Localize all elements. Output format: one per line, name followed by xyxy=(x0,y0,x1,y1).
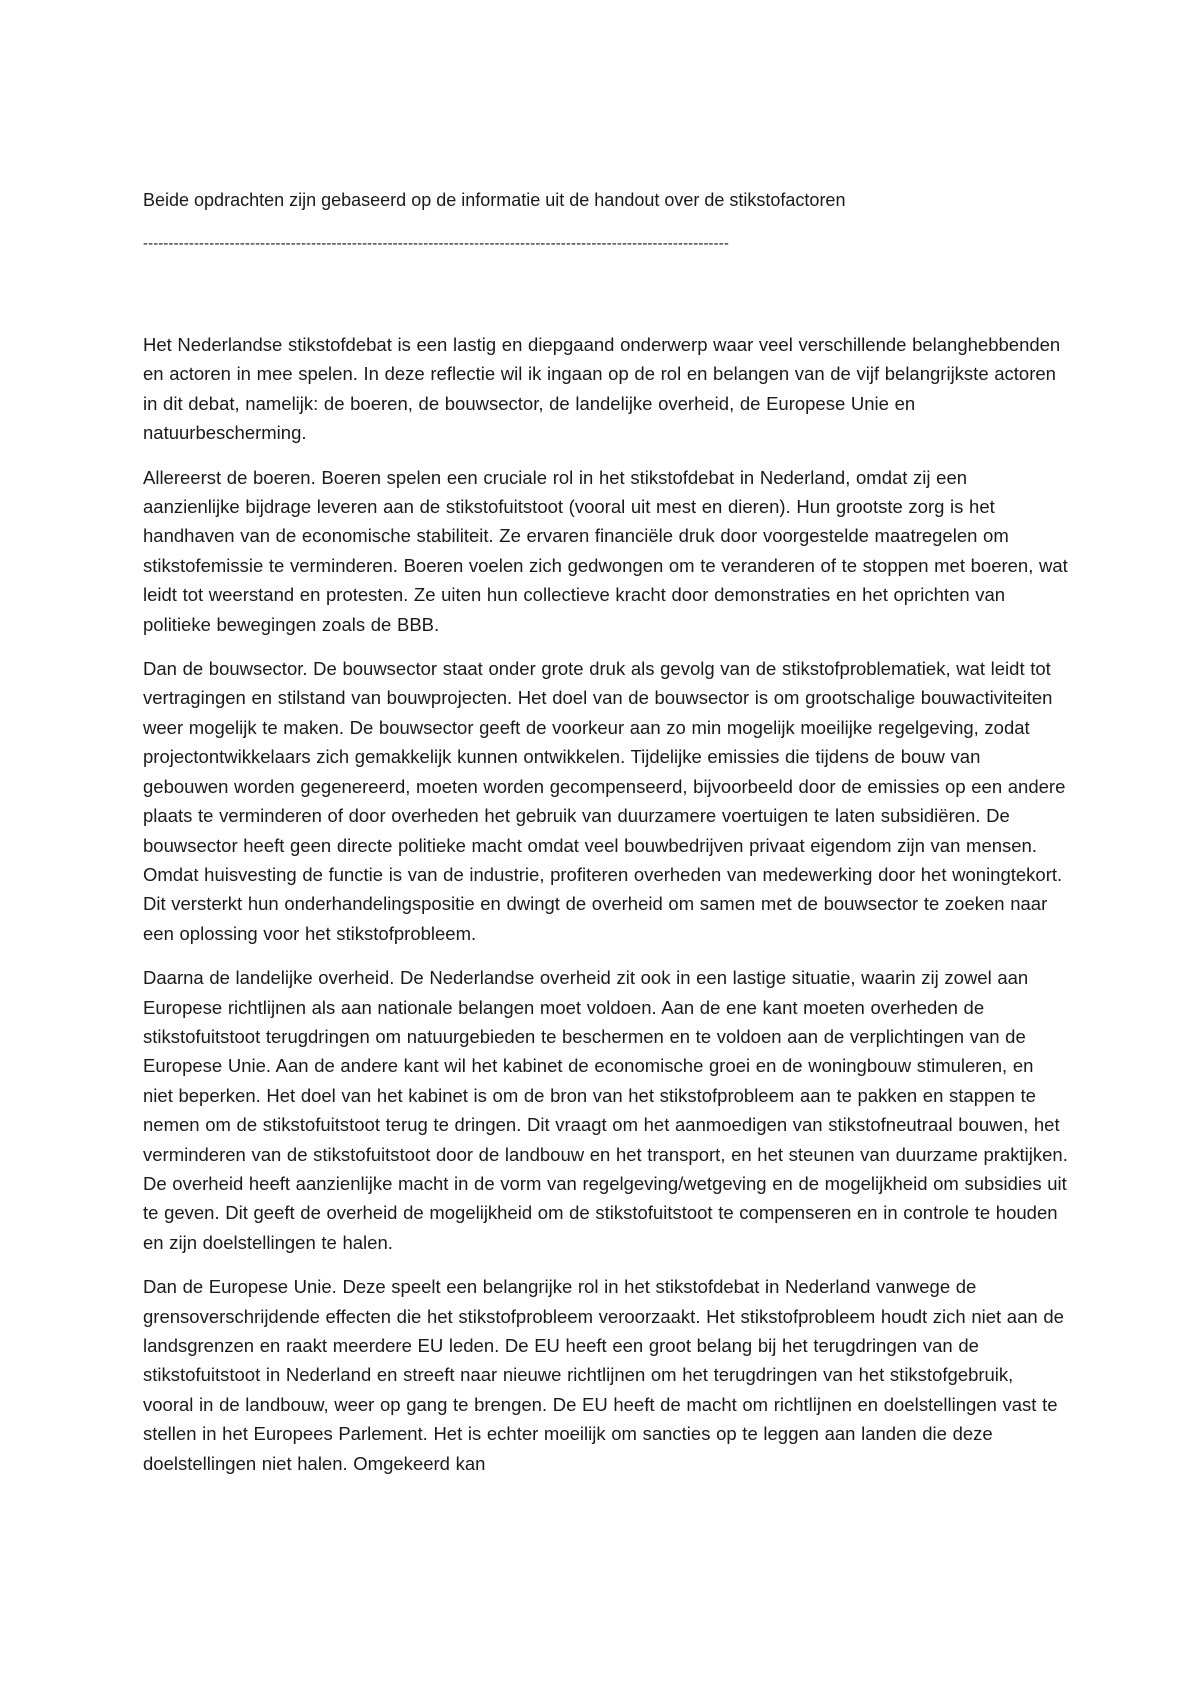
intro-line: Beide opdrachten zijn gebaseerd op de informatie uit de handout over de stikstofactoren xyxy=(143,190,846,210)
paragraph-landelijke-overheid: Daarna de landelijke overheid. De Nederlandse overheid zit ook in een lastige situatie, waarin zij zowel aan Europese richtlijnen als aan nationale belangen moet voldoen. Aan de ene kant moeten overheden de stikstofuitstoot terugdringen om natuurgebieden te beschermen en te voldoen aan de verplichtingen van de Europese Unie. Aan de andere kant wil het kabinet de economische groei en de woningbouw stimuleren, en niet beperken. Het doel van het kabinet is om de bron van het stikstofprobleem aan te pakken en stappen te nemen om de stikstofuitstoot terug te dringen. Dit vraagt om het aanmoedigen van stikstofneutraal bouwen, het verminderen van de stikstofuitstoot door de landbouw en het transport, en het steunen van duurzame praktijken. De overheid heeft aanzienlijke macht in de vorm van regelgeving/wetgeving en de mogelijkheid om subsidies uit te geven. Dit geeft de overheid de mogelijkheid om de stikstofuitstoot te compenseren en in controle te houden en zijn doelstellingen te halen. xyxy=(143,967,1068,1253)
separator-line: ------------------------------------------------------------------------------------------------------------------- xyxy=(143,235,729,252)
document-body xyxy=(143,330,1068,1478)
paragraph-introduction: Het Nederlandse stikstofdebat is een lastig en diepgaand onderwerp waar veel verschillende belanghebbenden en actoren in mee spelen. In deze reflectie wil ik ingaan op de rol en belangen van de vijf belangrijkste actoren in dit debat, namelijk: de boeren, de bouwsector, de landelijke overheid, de Europese Unie en natuurbescherming. xyxy=(143,334,1061,444)
document-content xyxy=(143,186,1068,1493)
paragraph-europese-unie: Dan de Europese Unie. Deze speelt een belangrijke rol in het stikstofdebat in Nederland vanwege de grensoverschrijdende effecten die het stikstofprobleem veroorzaakt. Het stikstofprobleem houdt zich niet aan de landsgrenzen en raakt meerdere EU leden. De EU heeft een groot belang bij het terugdringen van de stikstofuitstoot in Nederland en streeft naar nieuwe richtlijnen om het terugdringen van het stikstofgebruik, vooral in de landbouw, weer op gang te brengen. De EU heeft de macht om richtlijnen en doelstellingen vast te stellen in het Europees Parlement. Het is echter moeilijk om sancties op te leggen aan landen die deze doelstellingen niet halen. Omgekeerd kan xyxy=(143,1276,1064,1474)
paragraph-bouwsector: Dan de bouwsector. De bouwsector staat onder grote druk als gevolg van de stikstofproblematiek, wat leidt tot vertragingen en stilstand van bouwprojecten. Het doel van de bouwsector is om grootschalige bouwactiviteiten weer mogelijk te maken. De bouwsector geeft de voorkeur aan zo min mogelijk moeilijke regelgeving, zodat projectontwikkelaars zich gemakkelijk kunnen ontwikkelen. Tijdelijke emissies die tijdens de bouw van gebouwen worden gegenereerd, moeten worden gecompenseerd, bijvoorbeeld door de emissies op een andere plaats te verminderen of door overheden het gebruik van duurzamere voertuigen te laten subsidiëren. De bouwsector heeft geen directe politieke macht omdat veel bouwbedrijven privaat eigendom zijn van mensen. Omdat huisvesting de functie is van de industrie, profiteren overheden van medewerking door het woningtekort. Dit versterkt hun onderhandelingspositie en dwingt de overheid om samen met de bouwsector te zoeken naar een oplossing voor het stikstofprobleem. xyxy=(143,658,1066,944)
paragraph-boeren: Allereerst de boeren. Boeren spelen een cruciale rol in het stikstofdebat in Nederland, omdat zij een aanzienlijke bijdrage leveren aan de stikstofuitstoot (vooral uit mest en dieren). Hun grootste zorg is het handhaven van de economische stabiliteit. Ze ervaren financiële druk door voorgestelde maatregelen om stikstofemissie te verminderen. Boeren voelen zich gedwongen om te veranderen of te stoppen met boeren, wat leidt tot weerstand en protesten. Ze uiten hun collectieve kracht door demonstraties en het oprichten van politieke bewegingen zoals de BBB. xyxy=(143,466,1068,635)
